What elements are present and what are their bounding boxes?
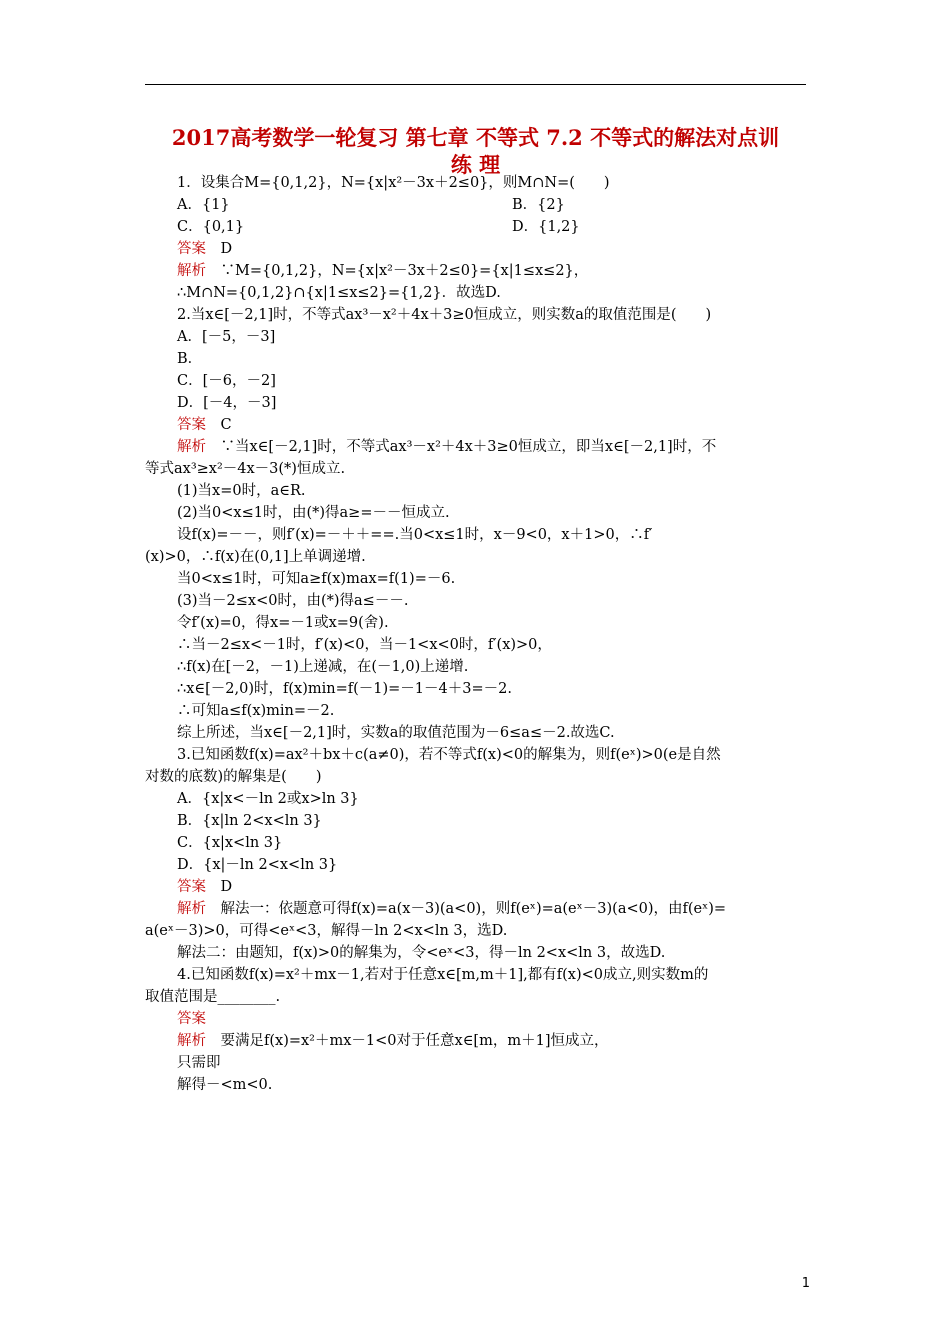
q3-analysis-text-1: 解法一：依题意可得f(x)=a(x－3)(a<0)，则f(eˣ)=a(eˣ－3)(a<0)，由f(eˣ)= bbox=[220, 901, 727, 917]
q3-analysis-1 bbox=[145, 898, 806, 920]
title-line-1: 2017高考数学一轮复习 第七章 不等式 7.2 不等式的解法对点训 bbox=[171, 125, 780, 150]
q2-analysis-9: 令f′(x)=0，得x=－1或x=9(舍). bbox=[177, 615, 389, 631]
q2-analysis-5: 设f(x)=－－，则f′(x)=－＋＋==.当0<x≤1时，x－9<0，x＋1>0，∴f′ bbox=[177, 527, 653, 543]
q2-analysis-12: ∴x∈[－2,0)时，f(x)min=f(－1)=－1－4＋3=－2. bbox=[177, 681, 512, 697]
q1-stem: 1．设集合M={0,1,2}，N={x|x²－3x＋2≤0}，则M∩N=( ) bbox=[177, 175, 610, 191]
page-title bbox=[145, 124, 806, 178]
q2-analysis-4: (2)当0<x≤1时，由(*)得a≥=－－恒成立. bbox=[177, 505, 450, 521]
header-rule bbox=[145, 84, 806, 85]
q1-analysis-text-1: ∵M={0,1,2}，N={x|x²－3x＋2≤0}={x|1≤x≤2}， bbox=[220, 263, 589, 279]
q2-analysis-1 bbox=[145, 436, 806, 458]
q3-analysis-2: a(eˣ－3)>0，可得<eˣ<3，解得－ln 2<x<ln 3，选D. bbox=[145, 923, 508, 939]
q4-analysis-text-1: 要满足f(x)=x²＋mx－1<0对于任意x∈[m，m＋1]恒成立， bbox=[220, 1033, 609, 1049]
analysis-label: 解析 bbox=[177, 901, 206, 917]
q1-answer-value: D bbox=[220, 241, 233, 257]
q1-options-ab bbox=[145, 194, 806, 216]
q2-analysis-13: ∴可知a≤f(x)min=－2. bbox=[177, 703, 335, 719]
q1-option-b: B．{2} bbox=[512, 197, 565, 213]
q2-analysis-8: (3)当－2≤x<0时，由(*)得a≤－－. bbox=[177, 593, 409, 609]
q4-stem-2: 取值范围是________. bbox=[145, 989, 281, 1005]
q4-analysis-1 bbox=[145, 1030, 806, 1052]
q3-answer-value: D bbox=[220, 879, 233, 895]
page-number: 1 bbox=[801, 1276, 810, 1291]
q2-analysis-11: ∴f(x)在[－2，－1)上递减，在(－1,0)上递增. bbox=[177, 659, 469, 675]
q3-option-b: B．{x|ln 2<x<ln 3} bbox=[177, 813, 322, 829]
q3-analysis-3: 解法二：由题知，f(x)>0的解集为，令<eˣ<3，得－ln 2<x<ln 3，故选D. bbox=[177, 945, 666, 961]
q1-analysis-2: ∴M∩N={0,1,2}∩{x|1≤x≤2}={1,2}．故选D. bbox=[177, 285, 501, 301]
q1-option-d: D．{1,2} bbox=[512, 219, 580, 235]
q4-analysis-2: 只需即 bbox=[177, 1055, 221, 1071]
q3-stem-1: 3.已知函数f(x)=ax²＋bx＋c(a≠0)，若不等式f(x)<0的解集为，则f(eˣ)>0(e是自然 bbox=[177, 747, 721, 763]
q2-analysis-10: ∴当－2≤x<－1时，f′(x)<0，当－1<x<0时，f′(x)>0， bbox=[177, 637, 552, 653]
q2-stem: 2.当x∈[－2,1]时，不等式ax³－x²＋4x＋3≥0恒成立，则实数a的取值范围是( ) bbox=[177, 307, 712, 323]
q1-answer bbox=[145, 238, 806, 260]
q2-analysis-3: (1)当x=0时，a∈R. bbox=[177, 483, 306, 499]
answer-label: 答案 bbox=[177, 879, 206, 895]
q3-stem-2: 对数的底数)的解集是( ) bbox=[145, 769, 322, 785]
q4-stem-1: 4.已知函数f(x)=x²＋mx－1,若对于任意x∈[m,m＋1],都有f(x)<0成立,则实数m的 bbox=[177, 967, 709, 983]
analysis-label: 解析 bbox=[177, 1033, 206, 1049]
q2-option-c: C．[－6，－2] bbox=[177, 373, 276, 389]
q3-option-d: D．{x|－ln 2<x<ln 3} bbox=[177, 857, 338, 873]
q2-analysis-text-1: ∵当x∈[－2,1]时，不等式ax³－x²＋4x＋3≥0恒成立，即当x∈[－2,1]时，不 bbox=[220, 439, 717, 455]
q2-answer-value: C bbox=[220, 417, 232, 433]
analysis-label: 解析 bbox=[177, 263, 206, 279]
q1-option-c: C．{0,1} bbox=[177, 219, 245, 235]
q3-option-c: C．{x|x<ln 3} bbox=[177, 835, 283, 851]
q2-analysis-14: 综上所述，当x∈[－2,1]时，实数a的取值范围为－6≤a≤－2.故选C. bbox=[177, 725, 615, 741]
q3-option-a: A．{x|x<－ln 2或x>ln 3} bbox=[177, 791, 359, 807]
q2-analysis-7: 当0<x≤1时，可知a≥f(x)max=f(1)=－6. bbox=[177, 571, 456, 587]
q2-analysis-2: 等式ax³≥x²－4x－3(*)恒成立. bbox=[145, 461, 346, 477]
answer-label: 答案 bbox=[177, 1011, 206, 1027]
title-line-2: 练 理 bbox=[450, 152, 501, 177]
q2-option-d: D．[－4，－3] bbox=[177, 395, 277, 411]
document-body bbox=[145, 172, 806, 1096]
q3-answer bbox=[145, 876, 806, 898]
q4-analysis-3: 解得－<m<0. bbox=[177, 1077, 273, 1093]
q1-option-a: A．{1} bbox=[177, 197, 230, 213]
analysis-label: 解析 bbox=[177, 439, 206, 455]
q4-answer bbox=[145, 1008, 806, 1030]
q2-analysis-6: (x)>0，∴f(x)在(0,1]上单调递增. bbox=[145, 549, 366, 565]
q1-analysis-1 bbox=[145, 260, 806, 282]
q2-option-a: A．[－5，－3] bbox=[177, 329, 276, 345]
q2-option-b: B． bbox=[177, 351, 203, 367]
answer-label: 答案 bbox=[177, 417, 206, 433]
q1-options-cd bbox=[145, 216, 806, 238]
answer-label: 答案 bbox=[177, 241, 206, 257]
q2-answer bbox=[145, 414, 806, 436]
